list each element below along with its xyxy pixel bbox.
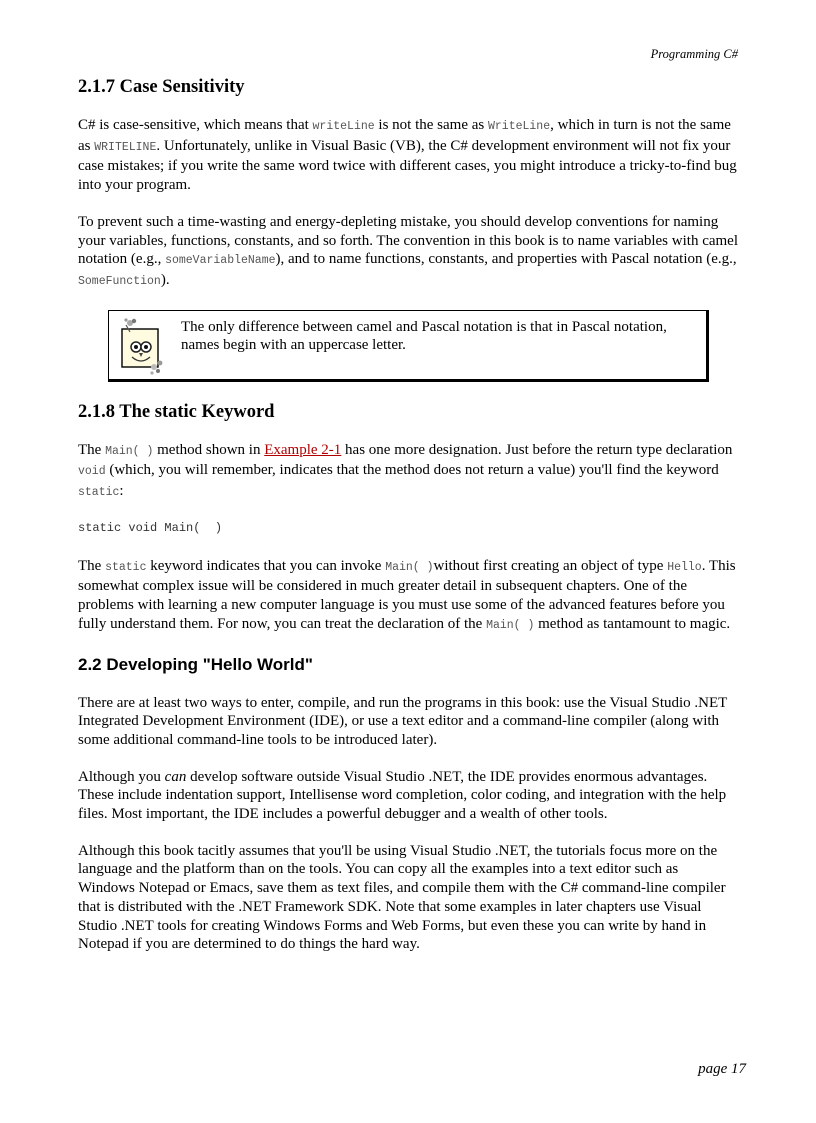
paragraph-hello-world-1: There are at least two ways to enter, compile, and run the programs in this book: use the Visual Studio .NET Integrated Development Environment (IDE), or use a text editor and a command-line compiler (along with some additional command-line tools to be introduced later). xyxy=(78,694,728,748)
section-heading-2-1-7: 2.1.7 Case Sensitivity xyxy=(78,77,245,97)
code-main: Main( ) xyxy=(105,444,154,458)
running-header: Programming C# xyxy=(650,47,738,61)
page-number: page 17 xyxy=(698,1061,746,1077)
code-some-function: SomeFunction xyxy=(78,274,161,288)
code-static: static xyxy=(78,486,120,500)
code-main-inline-2: Main( ) xyxy=(486,618,535,632)
example-2-1-link[interactable]: Example 2-1 xyxy=(264,441,342,458)
code-void: void xyxy=(78,465,106,479)
page-content xyxy=(78,76,738,972)
paragraph-static-2: The static keyword indicates that you can invoke Main( )without first creating an object of type Hello. This somewhat complex issue will be considered in much greater detail in subsequent chapters. One of the problems with learning a new computer language is you must use some of the advanced features before you fully understand them. For now, you can treat the declaration of the Main( ) method as tantamount to magic. xyxy=(78,557,736,632)
code-main-inline: Main( ) xyxy=(385,560,434,574)
note-owl-icon xyxy=(114,315,172,375)
code-static-inline: static xyxy=(105,560,147,574)
code-writeline: WriteLine xyxy=(487,120,551,133)
paragraph-case-sensitivity-2: To prevent such a time-wasting and energy-depleting mistake, you should develop conventions for naming your variables, functions, constants, and so forth. The convention in this book is to name variables with camel notation (e.g., someVariableName), and to name functions, constants, and properties with Pascal notation (e.g., SomeFunction). xyxy=(78,213,738,288)
code-writeline-lower: writeLine xyxy=(312,120,375,133)
emphasis-can: can xyxy=(164,768,187,785)
section-heading-2-2: 2.2 Developing "Hello World" xyxy=(78,654,313,674)
paragraph-static-1: The Main( ) method shown in Example 2-1 has one more designation. Just before the return type declaration void (which, you will remember, indicates that the method does not return a value) you'll find the keyword static: xyxy=(78,441,733,500)
paragraph-case-sensitivity-1: C# is case-sensitive, which means that writeLine is not the same as WriteLine, which in turn is not the same as WRITELINE. Unfortunately, unlike in Visual Basic (VB), the C# development environment will not fix your case mistakes; if you write the same word twice with different cases, you might introduce a tricky-to-find bug into your program. xyxy=(78,117,737,194)
note-text: The only difference between camel and Pascal notation is that in Pascal notation, names begin with an uppercase letter. xyxy=(181,318,667,354)
code-hello: Hello xyxy=(667,560,702,574)
code-writeline-upper: WRITELINE xyxy=(94,140,157,154)
paragraph-hello-world-3: Although this book tacitly assumes that you'll be using Visual Studio .NET, the tutorials focus more on the language and the platform than on the tools. You can copy all the examples into a text editor such as Windows Notepad or Emacs, save them as text files, and compile them with the C# command-line compiler that is distributed with the .NET Framework SDK. Note that some examples in later chapters use Visual Studio .NET tools for creating Windows Forms and Web Forms, but even these you can write by hand in Notepad if you are determined to do things the hard way. xyxy=(78,842,726,953)
code-block-static-main: static void Main( ) xyxy=(78,520,223,535)
code-some-variable-name: someVariableName xyxy=(165,254,276,268)
section-heading-2-1-8: 2.1.8 The static Keyword xyxy=(78,401,275,422)
note-box xyxy=(108,310,709,382)
paragraph-hello-world-2: Although you can develop software outside Visual Studio .NET, the IDE provides enormous advantages. These include indentation support, Intellisense word completion, color coding, and integration with the help files. Most important, the IDE includes a powerful debugger and a wealth of other tools. xyxy=(78,768,727,823)
